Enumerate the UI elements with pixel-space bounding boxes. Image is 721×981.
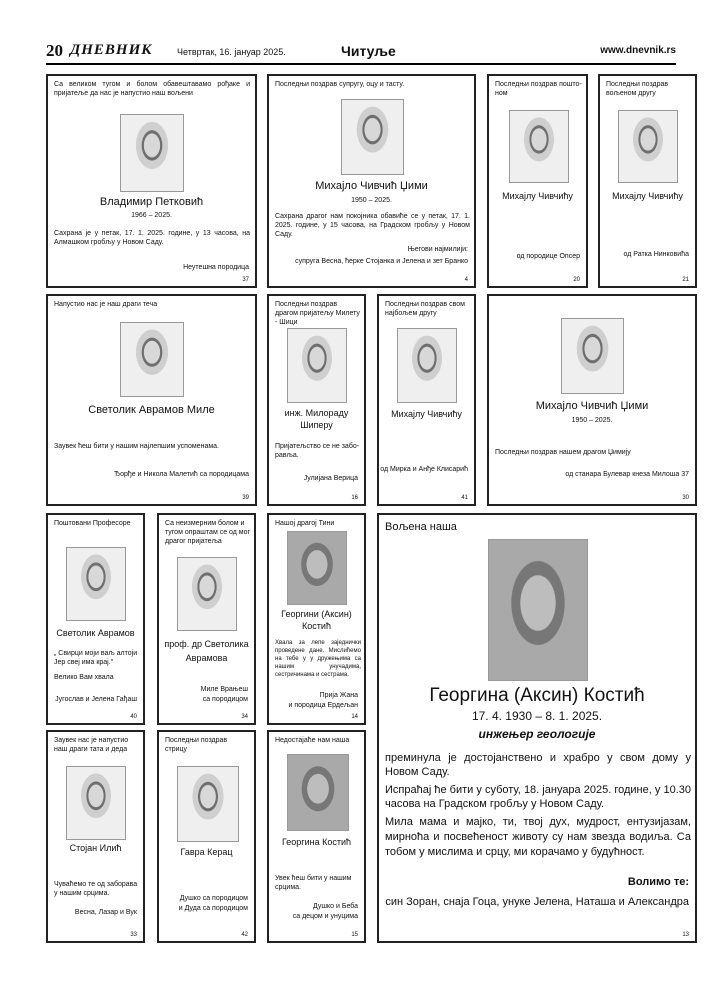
- notice-intro: Последњи поздрав стрицу: [165, 737, 228, 753]
- portrait-photo: [177, 766, 239, 842]
- notice-number: 34: [241, 714, 248, 720]
- portrait-photo: [287, 328, 347, 403]
- notice-number: 37: [242, 277, 249, 283]
- deceased-name: Георгина (Аксин) Костић: [429, 685, 645, 706]
- page-number: 20: [46, 41, 63, 60]
- notice-signature: супруга Весна, ћерке Стојанка и Јелена и зет Бранко: [295, 258, 468, 265]
- notice-signature: са породицом: [202, 696, 248, 703]
- obituary-kostic-beba: [267, 730, 366, 943]
- obituary-civcic-ninkovic: [598, 74, 697, 288]
- notice-number: 21: [682, 277, 689, 283]
- notice-signature: Миле Врањеш: [200, 686, 248, 693]
- notice-signature: Душко са породицом: [179, 895, 248, 902]
- notice-intro: Поштовани Професоре: [54, 520, 131, 527]
- notice-quote: „ Свирци моји ваљ алтоји: [54, 650, 138, 657]
- notice-number: 14: [351, 714, 358, 720]
- deceased-name: Георгина Костић: [282, 837, 351, 847]
- notice-signature: од Ратка Нинковића: [623, 251, 689, 258]
- obituary-avramov-maletic: [46, 294, 257, 506]
- notice-text: Заувек ћеш бити у нашим најлепшим успоменама.: [54, 443, 219, 450]
- portrait-photo: [561, 318, 624, 394]
- newspaper-logo: ДНЕВНИК: [70, 42, 153, 58]
- obituary-siper: [267, 294, 366, 506]
- deceased-name: Михајлу Чивчићу: [612, 191, 683, 201]
- notice-signature: Волимо те:: [627, 876, 689, 888]
- website-link[interactable]: www.dnevnik.rs: [600, 45, 676, 56]
- issue-date: Четвртак, 16. јануар 2025.: [177, 47, 286, 57]
- deceased-name: Шиперу: [300, 420, 333, 430]
- portrait-photo: [120, 114, 184, 192]
- deceased-name: Светолик Аврамов: [56, 628, 135, 638]
- notice-signature: и Дуда са породицом: [178, 905, 248, 912]
- deceased-name: Михајлу Чивчићу: [391, 409, 462, 419]
- notice-intro: Последњи поздрав супругу, оцу и тасту.: [275, 81, 405, 88]
- portrait-photo: [509, 110, 569, 183]
- notice-text: Сахрана је у петак, 17. 1. 2025. године, у 13 часова, на Алмашком гробљу у Новом Саду.: [54, 230, 250, 246]
- notice-intro: Последњи поздрав пошто-ном: [495, 81, 582, 97]
- notice-signature: са децом и унуцима: [292, 913, 358, 920]
- portrait-photo: [177, 557, 237, 631]
- notice-number: 40: [130, 714, 137, 720]
- notice-number: 4: [464, 277, 468, 283]
- obituary-avramov-vranjes: [157, 513, 256, 725]
- portrait-photo: [287, 754, 349, 831]
- notice-number: 13: [682, 932, 689, 938]
- notice-text: Мила мама и мајко, ти, твој дух, мудрост, ентузијазам, мирноћа и посвећеност животу су нам звезда водиља. Са тобом у мислима и срцу, ми корачамо у будућност.: [385, 816, 691, 858]
- notice-signature: Његови најмилији:: [407, 246, 468, 253]
- notice-text: Последњи поздрав нашем драгом Џимију: [495, 449, 631, 456]
- notice-number: 16: [351, 495, 358, 501]
- deceased-name: Михајло Чивчић Џими: [315, 180, 428, 192]
- obituary-petkovic: [46, 74, 257, 288]
- page-header: [46, 42, 676, 62]
- notice-signature: Јулијана Верица: [303, 475, 358, 482]
- obituary-kostic-erdeljan: [267, 513, 366, 725]
- deceased-name: Гавра Керац: [180, 847, 233, 857]
- deceased-name: Владимир Петковић: [99, 196, 204, 208]
- notice-text: Велико Вам хвала: [54, 674, 114, 681]
- notice-signature: Неутешна породица: [183, 264, 249, 271]
- deceased-name: инж. Милораду: [284, 408, 349, 418]
- deceased-name: Костић: [302, 621, 331, 631]
- notice-number: 33: [130, 932, 137, 938]
- notice-text: Чуваћемо те од заборава у нашим срцима.: [54, 881, 138, 897]
- portrait-photo: [287, 531, 347, 605]
- notice-text: Испраћај ће бити у суботу, 18. јануара 2025. године, у 10.30 часова на Градском гробљу у Новом Саду.: [385, 784, 691, 810]
- notice-intro: Заувек нас је напустио наш драги тата и деда: [54, 737, 129, 753]
- notice-signature: од породице Опсер: [516, 253, 580, 260]
- deceased-years: 1950 – 2025.: [571, 417, 613, 424]
- notice-signature: од Мирка и Анђе Клисарић: [380, 466, 468, 473]
- notice-number: 30: [682, 495, 689, 501]
- obituary-ilic: [46, 730, 145, 943]
- notice-number: 41: [461, 495, 468, 501]
- notice-intro: Нашој драгој Тини: [275, 520, 335, 527]
- notice-intro: Напустио нас је наш драги теча: [54, 301, 158, 308]
- notice-signature: Ђорђе и Никола Малетић са породицама: [114, 471, 249, 478]
- notice-number: 42: [241, 932, 248, 938]
- notice-intro: Недостајаће нам наша: [275, 737, 350, 744]
- deceased-name: Аврамова: [185, 653, 228, 663]
- deceased-name: Стојан Илић: [69, 843, 122, 853]
- notice-signature: Весна, Лазар и Вук: [74, 909, 137, 916]
- notice-text: Увек ћеш бити у нашим срцима.: [275, 875, 352, 891]
- notice-number: 39: [242, 495, 249, 501]
- notice-signature: и породица Ердељан: [288, 702, 358, 709]
- notice-text: преминула је достојанствено и храбро у свом дому у Новом Саду.: [385, 752, 691, 778]
- portrait-photo: [120, 322, 184, 397]
- portrait-photo: [397, 328, 457, 403]
- portrait-photo: [341, 99, 404, 175]
- notice-quote: Јер свеј има крај.": [54, 659, 114, 666]
- notice-number: 20: [573, 277, 580, 283]
- deceased-title: инжењер геологије: [478, 727, 596, 741]
- deceased-years: 1966 – 2025.: [131, 212, 172, 219]
- notice-intro: Последњи поздрав драгом пријатељу Милету - Шици: [275, 301, 360, 326]
- notice-text: Сахрана драгог нам покојника обавиће се у петак, 17. 1. 2025. године, у 15 часова, на Градском гробљу у Новом Саду.: [275, 213, 470, 238]
- header-rule: [46, 63, 676, 65]
- obituary-civcic-family: [267, 74, 476, 288]
- obituary-avramov-gadjas: [46, 513, 145, 725]
- notice-text: Хвала за лепе заједнички проведене дане. Мислићемо на тебе у у дружењима са нашим унучадима, сестричинама и сестрама.: [275, 640, 361, 678]
- notice-number: 15: [351, 932, 358, 938]
- deceased-name: проф. др Светолика: [164, 639, 249, 649]
- section-title: Читуље: [341, 43, 396, 59]
- portrait-photo: [488, 539, 588, 681]
- notice-signature: син Зоран, снаја Гоца, унуке Јелена, Наташа и Александра: [385, 896, 689, 908]
- notice-signature: од станара Булевар кнеза Милоша 37: [565, 471, 689, 478]
- notice-signature: Прија Жана: [319, 692, 358, 699]
- portrait-photo: [66, 766, 126, 840]
- notice-intro: Последњи поздрав свом најбољем другу: [385, 301, 465, 317]
- obituary-civcic-klisaric: [377, 294, 476, 506]
- deceased-dates: 17. 4. 1930 – 8. 1. 2025.: [471, 709, 603, 723]
- notice-text: Пријатељство се не забо-равља.: [275, 443, 360, 459]
- notice-intro: Последњи поздрав вољеном другу: [606, 81, 669, 97]
- obituary-civcic-stanari: [487, 294, 697, 506]
- portrait-photo: [618, 110, 678, 183]
- deceased-name: Георгини (Аксин): [281, 609, 352, 619]
- deceased-years: 1950 – 2025.: [351, 197, 392, 204]
- notice-signature: Југослав и Јелена Гађаш: [55, 696, 137, 703]
- obituary-kerac: [157, 730, 256, 943]
- obituary-kostic-main: [377, 513, 697, 943]
- portrait-photo: [66, 547, 126, 621]
- notice-intro: Са неизмерним болом и тугом опраштам се од мог драгог пријатеља: [165, 520, 251, 545]
- notice-intro: Вољена наша: [385, 521, 457, 533]
- notice-signature: Душко и Беба: [313, 903, 358, 910]
- obituary-civcic-opser: [487, 74, 588, 288]
- deceased-name: Светолик Аврамов Миле: [88, 404, 215, 416]
- notice-intro: Са великом тугом и болом обавештавамо рођаке и пријатеље да нас је напустио наш вољени: [54, 81, 250, 97]
- deceased-name: Михајло Чивчић Џими: [535, 400, 649, 412]
- deceased-name: Михајлу Чивчићу: [502, 191, 573, 201]
